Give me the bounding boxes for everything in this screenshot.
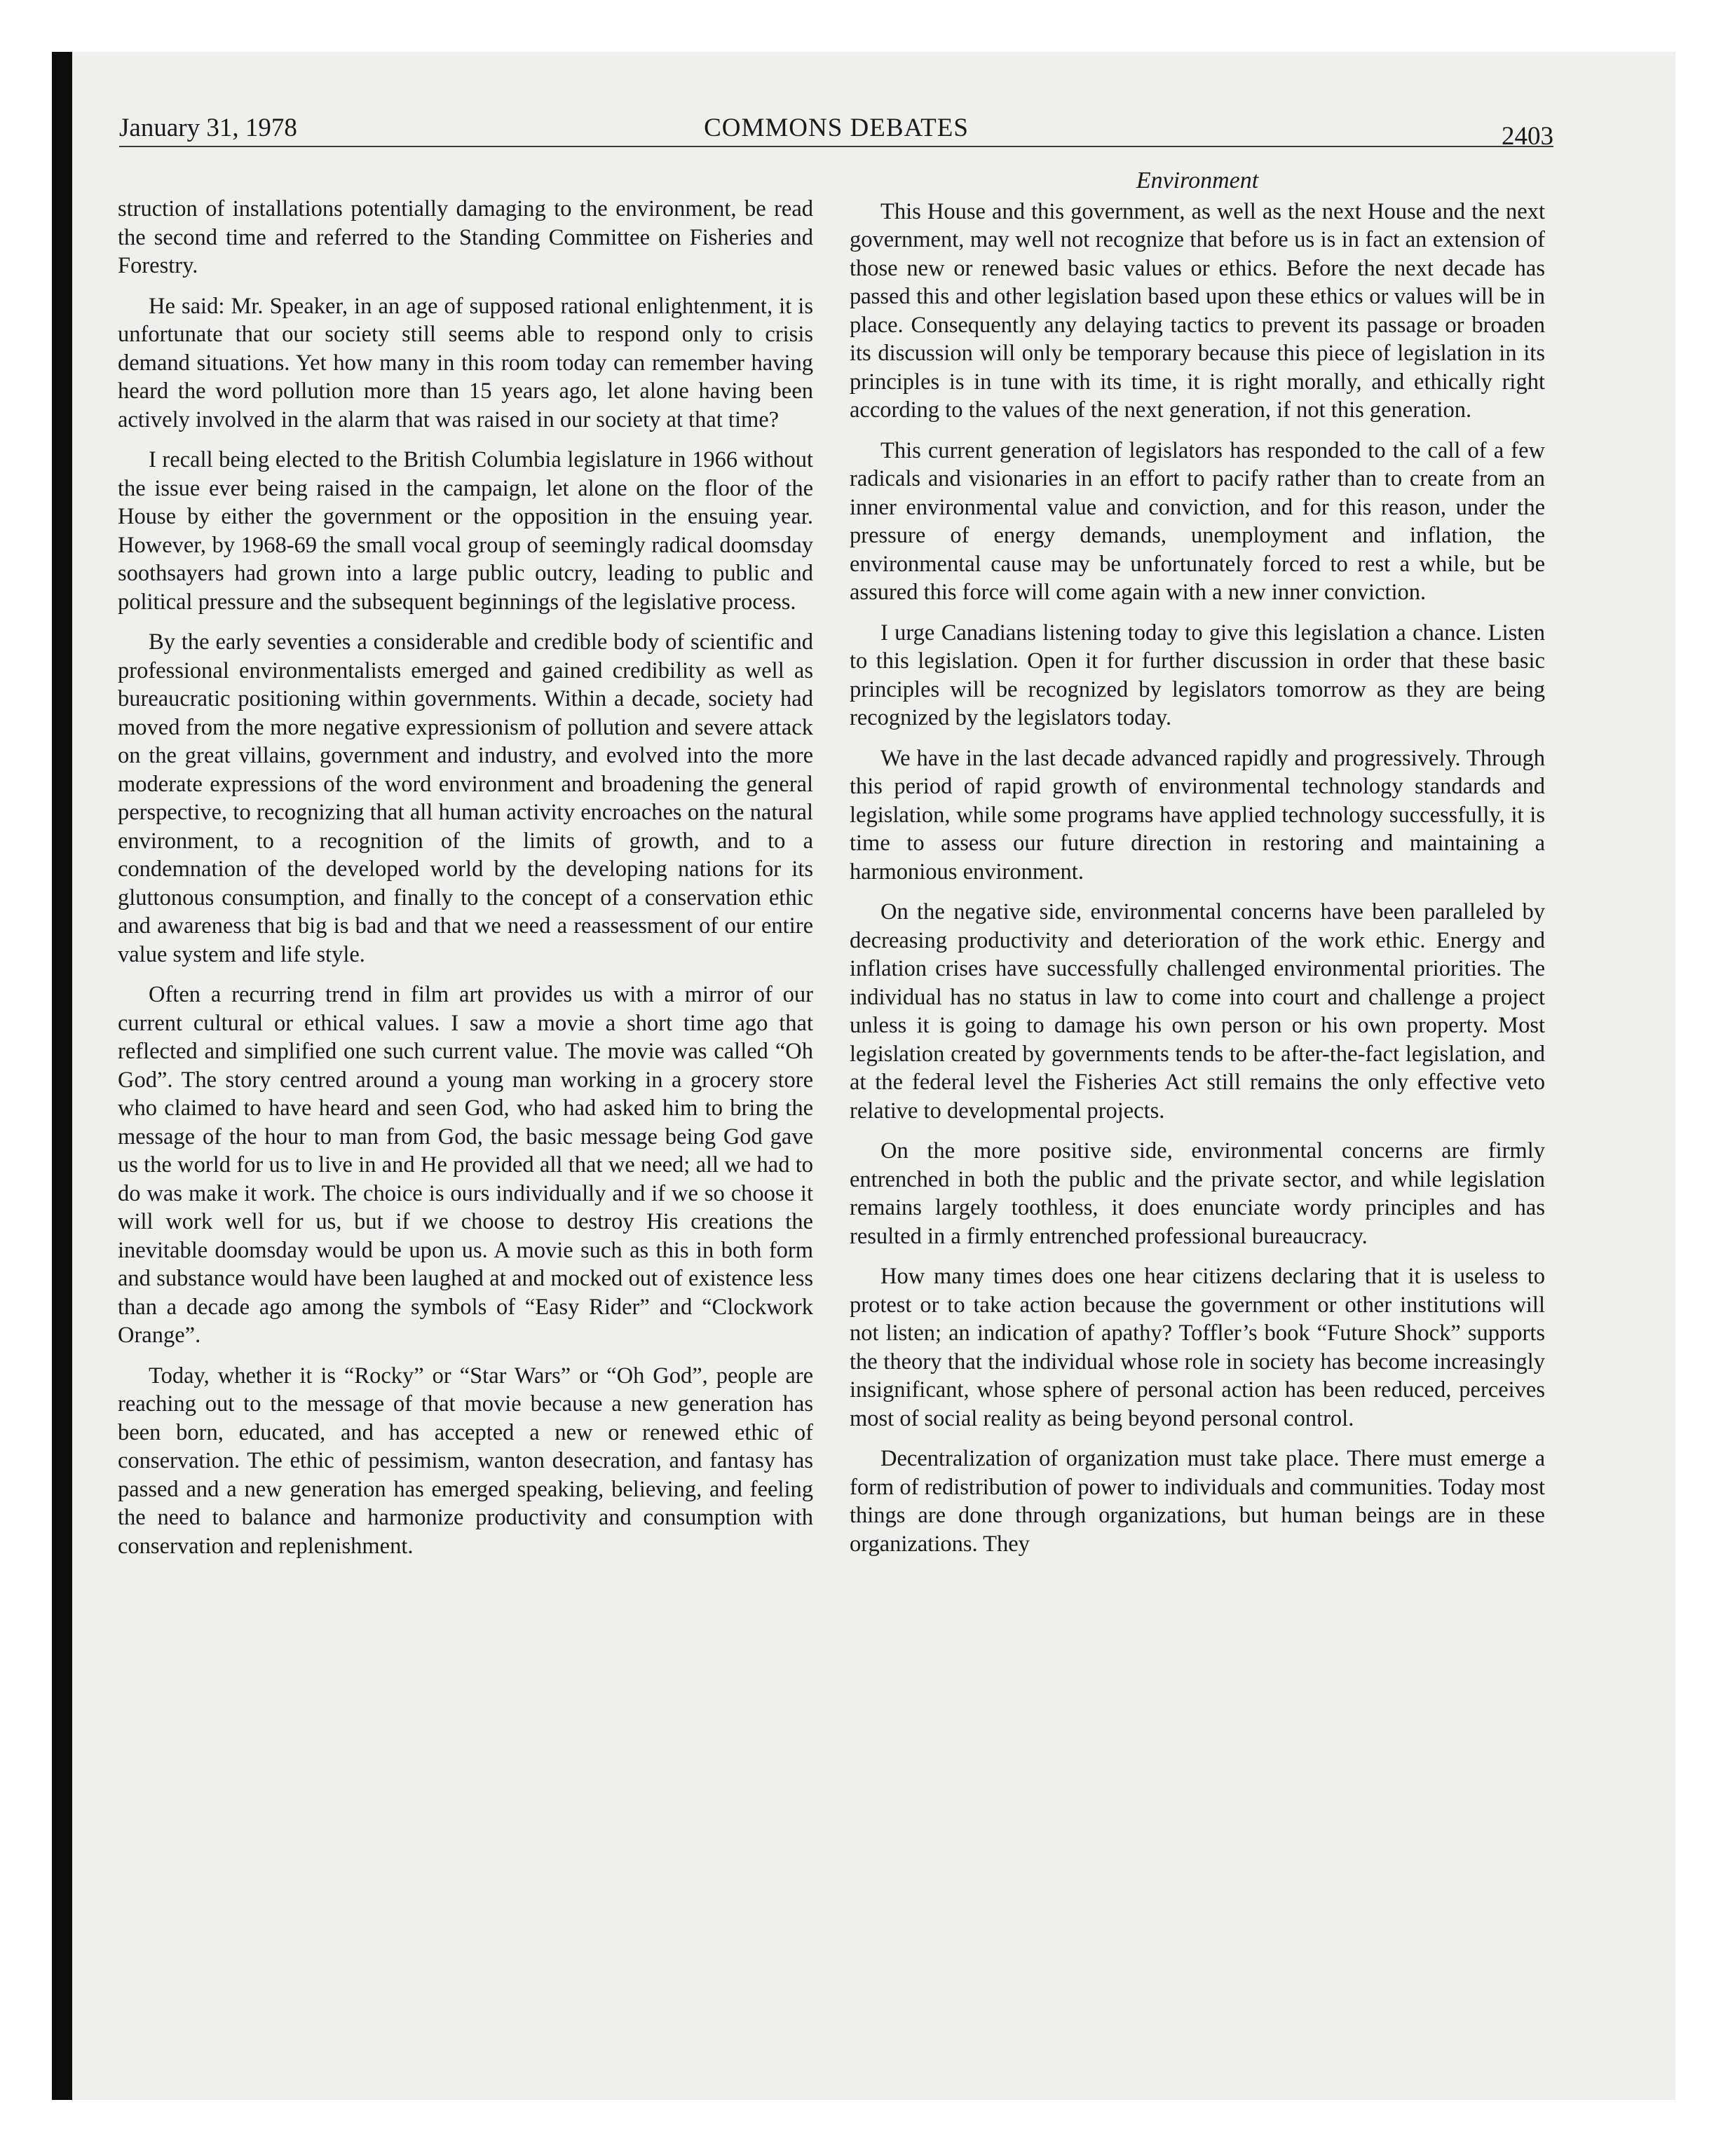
- paragraph: Decentralization of organization must take place. There must emerge a form of redistribution of power to individuals and communities. Today most things are done through organizations, but human beings are in these organizations. They: [850, 1446, 1545, 1557]
- section-heading: Environment: [1136, 168, 1259, 193]
- paragraph: Today, whether it is “Rocky” or “Star Wars” or “Oh God”, people are reaching out to the message of that movie because a new generation has been born, educated, and has accepted a new or renewed ethic of conservation. The ethic of pessimism, wanton desecration, and fantasy has passed and a new generation has emerged speaking, believing, and feeling the need to balance and harmonize productivity and consumption with conservation and replenishment.: [118, 1363, 813, 1559]
- page-header: [119, 104, 1553, 151]
- paragraph: We have in the last decade advanced rapidly and progressively. Through this period of rapid growth of environmental technology standards and legislation, while some programs have applied technology successfully, it is time to assess our future direction in restoring and maintaining a harmonious environment.: [850, 745, 1545, 885]
- paragraph: He said: Mr. Speaker, in an age of supposed rational enlightenment, it is unfortunate that our society still seems able to respond only to crisis demand situations. Yet how many in this room today can remember having heard the word pollution more than 15 years ago, let alone having been actively involved in the alarm that was raised in our society at that time?: [118, 293, 813, 432]
- binding-edge: [52, 52, 72, 2100]
- paragraph: struction of installations potentially damaging to the environment, be read the second time and referred to the Standing Committee on Fisheries and Forestry.: [118, 196, 813, 278]
- paragraph: On the negative side, environmental concerns have been paralleled by decreasing productivity and deterioration of the work ethic. Energy and inflation crises have successfully challenged environmental priorities. The individual has no status in law to come into court and challenge a project unless it is going to damage his own person or his own property. Most legislation created by governments tends to be after-the-fact legislation, and at the federal level the Fisheries Act still remains the only effective veto relative to developmental projects.: [850, 899, 1545, 1124]
- paragraph: I recall being elected to the British Columbia legislature in 1966 without the issue ever being raised in the campaign, let alone on the floor of the House by either the government or the opposition in the ensuing year. However, by 1968-69 the small vocal group of seemingly radical doomsday soothsayers had grown into a large public outcry, leading to public and political pressure and the subsequent beginnings of the legislative process.: [118, 447, 813, 615]
- paragraph: By the early seventies a considerable and credible body of scientific and professional environmentalists emerged and gained credibility as well as bureaucratic positioning within governments. Within a decade, society had moved from the more negative expressionism of pollution and severe attack on the great villains, government and industry, and evolved into the more moderate expressions of the word environment and broadening the general perspective, to recognizing that all human activity encroaches on the natural environment, to a recognition of the limits of growth, and to a condemnation of the developed world by the developing nations for its gluttonous consumption, and finally to the concept of a conservation ethic and awareness that big is bad and that we need a reassessment of our entire value system and life style.: [118, 629, 813, 967]
- paragraph: On the more positive side, environmental concerns are firmly entrenched in both the public and the private sector, and while legislation remains largely toothless, it does enunciate wordy principles and has resulted in a firmly entrenched professional bureaucracy.: [850, 1138, 1545, 1249]
- header-title: COMMONS DEBATES: [704, 114, 969, 142]
- paragraph: Often a recurring trend in film art provides us with a mirror of our current cultural or ethical values. I saw a movie a short time ago that reflected and simplified one such current value. The movie was called “Oh God”. The story centred around a young man working in a grocery store who claimed to have heard and seen God, who had asked him to bring the message of the hour to man from God, the basic message being God gave us the world for us to live in and He provided all that we need; all we had to do was make it work. The choice is ours individually and if we so choose it will work well for us, but if we choose to destroy His creations the inevitable doomsday would be upon us. A movie such as this in both form and substance would have been laughed at and mocked out of existence less than a decade ago among the symbols of “Easy Rider” and “Clockwork Orange”.: [118, 982, 813, 1348]
- header-date: January 31, 1978: [119, 114, 297, 142]
- right-column: [850, 167, 1545, 1570]
- paragraph: I urge Canadians listening today to give this legislation a chance. Listen to this legislation. Open it for further discussion in order that these basic principles will be recognized by legislators tomorrow as they are being recognized by the legislators today.: [850, 620, 1545, 730]
- paragraph: This House and this government, as well as the next House and the next government, may well not recognize that before us is in fact an extension of those new or renewed basic values or ethics. Before the next decade has passed this and other legislation based upon these ethics or values will be in place. Consequently any delaying tactics to prevent its passage or broaden its discussion will only be temporary because this piece of legislation in its principles is in tune with its time, it is right morally, and ethically right according to the values of the next generation, if not this generation.: [850, 198, 1545, 423]
- left-column: [118, 195, 813, 1572]
- paragraph: This current generation of legislators has responded to the call of a few radicals and visionaries in an effort to pacify rather than to create from an inner environmental value and conviction, and for this reason, under the pressure of energy demands, unemployment and inflation, the environmental cause may be unfortunately forced to rest a while, but be assured this force will come again with a new inner conviction.: [850, 437, 1545, 605]
- page-number: 2403: [1502, 122, 1553, 151]
- paragraph: How many times does one hear citizens declaring that it is useless to protest or to take action because the government or other institutions will not listen; an indication of apathy? Toffler’s book “Future Shock” supports the theory that the individual whose role in society has become increasingly insignificant, whose sphere of personal action has been reduced, perceives most of social reality as being beyond personal control.: [850, 1264, 1545, 1431]
